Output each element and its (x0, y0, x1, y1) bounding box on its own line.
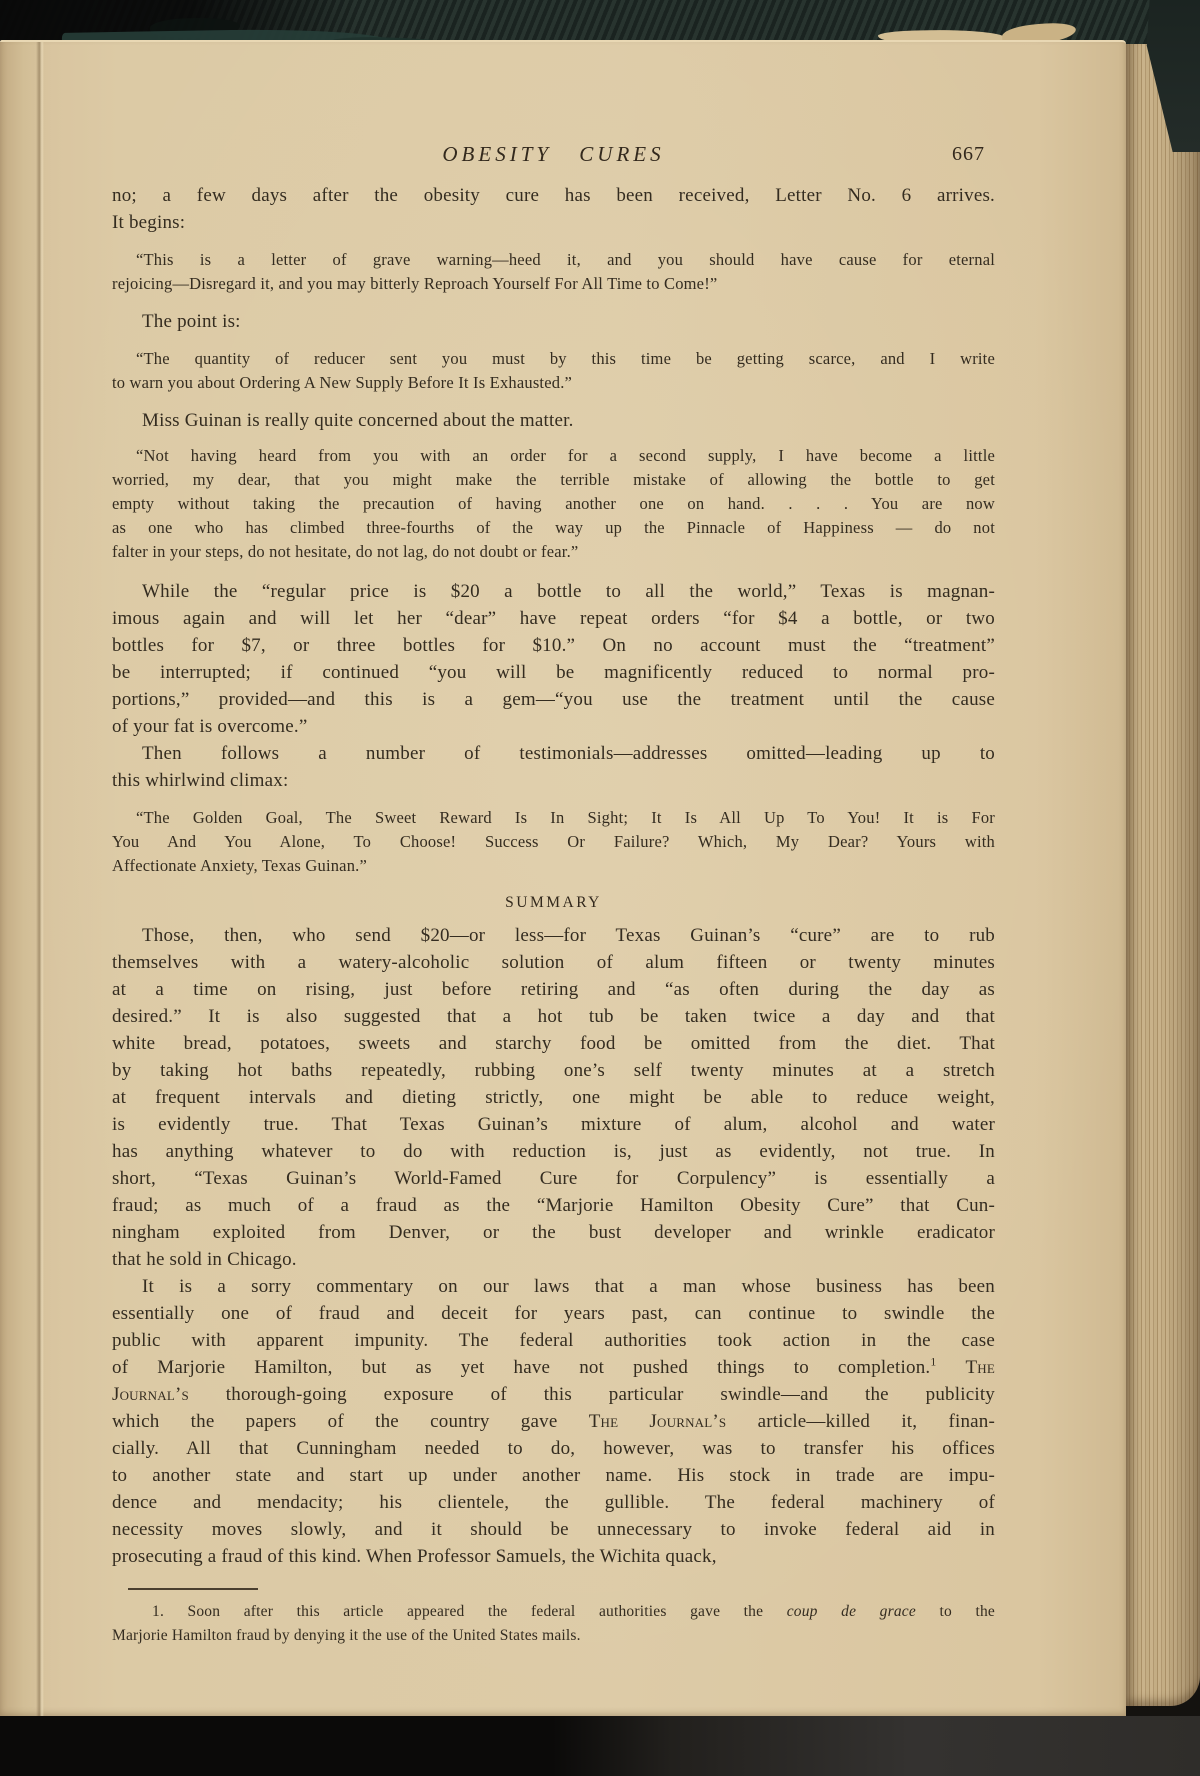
small-caps-text: Journal’s (112, 1384, 189, 1405)
text-line: that he sold in Chicago. (112, 1249, 297, 1270)
block-quote (112, 806, 995, 878)
text-line: prosecuting a fraud of this kind. When Professor Samuels, the Wichita quack, (112, 1546, 717, 1567)
text-line: to warn you about Ordering A New Supply Before It Is Exhausted.” (112, 373, 573, 392)
paragraph (112, 308, 995, 335)
text-segment: 1. Soon after this article appeared the federal authorities gave the (152, 1603, 787, 1620)
text-line: Marjorie Hamilton fraud by denying it the use of the United States mails. (112, 1627, 581, 1644)
text-line: white bread, potatoes, sweets and starchy food be omitted from the diet. That (112, 1033, 995, 1054)
paragraph (112, 182, 995, 236)
summary-heading: SUMMARY (505, 894, 602, 911)
text-line: empty without taking the precaution of having another one on hand. . . . You are now (112, 494, 995, 513)
text-line: cially. All that Cunningham needed to do, however, was to transfer his offices (112, 1438, 995, 1459)
text-line: short, “Texas Guinan’s World-Famed Cure for Corpulency” is essentially a (112, 1168, 995, 1189)
text-line: no; a few days after the obesity cure has been received, Letter No. 6 arrives. (112, 185, 995, 206)
text-line: “The Golden Goal, The Sweet Reward Is In Sight; It Is All Up To You! It is For (136, 808, 995, 827)
text-line: portions,” provided—and this is a gem—“you use the treatment until the cause (112, 689, 995, 710)
text-segment: which the papers of the country gave (112, 1411, 589, 1432)
text-line: of your fat is overcome.” (112, 716, 308, 737)
small-caps-text: The (965, 1357, 995, 1378)
text-line: bottles for $7, or three bottles for $10.” On no account must the “treatment” (112, 635, 995, 656)
text-line: themselves with a watery-alcoholic solution of alum fifteen or twenty minutes (112, 952, 995, 973)
footnote-rule (128, 1588, 258, 1590)
text-line: is evidently true. That Texas Guinan’s mixture of alum, alcohol and water (112, 1114, 995, 1135)
text-line: at frequent intervals and dieting strictly, one might be able to reduce weight, (112, 1087, 995, 1108)
text-line: Miss Guinan is really quite concerned about the matter. (142, 410, 574, 431)
running-head-title: OBESITY CURES (442, 142, 665, 166)
text-line (112, 1408, 995, 1435)
text-line: this whirlwind climax: (112, 770, 289, 791)
text-segment: thorough-going exposure of this particular swindle—and the publicity (188, 1384, 995, 1405)
block-quote (112, 444, 995, 564)
text-line: dence and mendacity; his clientele, the gullible. The federal machinery of (112, 1492, 995, 1513)
text-line: public with apparent impunity. The federal authorities took action in the case (112, 1330, 995, 1351)
text-line: by taking hot baths repeatedly, rubbing one’s self twenty minutes at a stretch (112, 1060, 995, 1081)
text-line: The point is: (142, 311, 241, 332)
page-edge-stack (1126, 44, 1200, 1706)
block-quote (112, 248, 995, 296)
text-line: worried, my dear, that you might make the terrible mistake of allowing the bottle to get (112, 470, 995, 489)
text-line: necessity moves slowly, and it should be unnecessary to invoke federal aid in (112, 1519, 995, 1540)
text-segment: to the (915, 1603, 995, 1620)
text-line: While the “regular price is $20 a bottle to all the world,” Texas is magnan- (142, 581, 995, 602)
running-head (112, 142, 995, 172)
text-line: to another state and start up under another name. His stock in trade are impu- (112, 1465, 995, 1486)
footnote-marker: 1 (930, 1355, 937, 1369)
text-line: at a time on rising, just before retiring and “as often during the day as (112, 979, 995, 1000)
text-line: rejoicing—Disregard it, and you may bitterly Reproach Yourself For All Time to Come!” (112, 274, 718, 293)
book-cover-bottom-edge (0, 1716, 1200, 1776)
small-caps-text: The Journal’s (588, 1411, 727, 1432)
paragraph (112, 922, 995, 1273)
text-line: falter in your steps, do not hesitate, do not lag, do not doubt or fear.” (112, 542, 579, 561)
text-line: It begins: (112, 212, 186, 233)
page-gutter-crease (36, 42, 44, 1718)
text-segment: article—killed it, finan- (726, 1411, 996, 1432)
text-line: imous again and will let her “dear” have repeat orders “for $4 a bottle, or two (112, 608, 995, 629)
text-line: as one who has climbed three-fourths of the way up the Pinnacle of Happiness — do not (112, 518, 995, 537)
book-page (0, 40, 1126, 1718)
paragraph (112, 1273, 995, 1570)
text-line: It is a sorry commentary on our laws that a man whose business has been (142, 1276, 995, 1297)
text-line: You And You Alone, To Choose! Success Or Failure? Which, My Dear? Yours with (112, 832, 995, 851)
text-segment (936, 1357, 965, 1378)
footnote (112, 1600, 995, 1648)
paragraph (112, 578, 995, 740)
text-line: ningham exploited from Denver, or the bust developer and wrinkle eradicator (112, 1222, 995, 1243)
text-line: Those, then, who send $20—or less—for Texas Guinan’s “cure” are to rub (142, 925, 995, 946)
text-line: essentially one of fraud and deceit for years past, can continue to swindle the (112, 1303, 995, 1324)
text-line (112, 1600, 995, 1624)
text-line: “This is a letter of grave warning—heed it, and you should have cause for eternal (136, 250, 995, 269)
italic-text: coup de grace (786, 1603, 916, 1620)
text-line: Affectionate Anxiety, Texas Guinan.” (112, 856, 367, 875)
text-line: has anything whatever to do with reduction is, just as evidently, not true. In (112, 1141, 995, 1162)
block-quote (112, 347, 995, 395)
text-line (112, 1381, 995, 1408)
text-line: desired.” It is also suggested that a hot tub be taken twice a day and that (112, 1006, 995, 1027)
text-line: “The quantity of reducer sent you must by this time be getting scarce, and I write (136, 349, 995, 368)
paragraph (112, 407, 995, 434)
text-line: be interrupted; if continued “you will be magnificently reduced to normal pro- (112, 662, 995, 683)
paragraph (112, 740, 995, 794)
text-line: “Not having heard from you with an order for a second supply, I have become a little (136, 446, 995, 465)
text-column (112, 42, 995, 1648)
page-number: 667 (952, 143, 985, 165)
text-line (112, 1354, 995, 1381)
text-line: Then follows a number of testimonials—addresses omitted—leading up to (142, 743, 995, 764)
text-segment: of Marjorie Hamilton, but as yet have not pushed things to completion. (112, 1357, 931, 1378)
text-line: fraud; as much of a fraud as the “Marjorie Hamilton Obesity Cure” that Cun- (112, 1195, 995, 1216)
